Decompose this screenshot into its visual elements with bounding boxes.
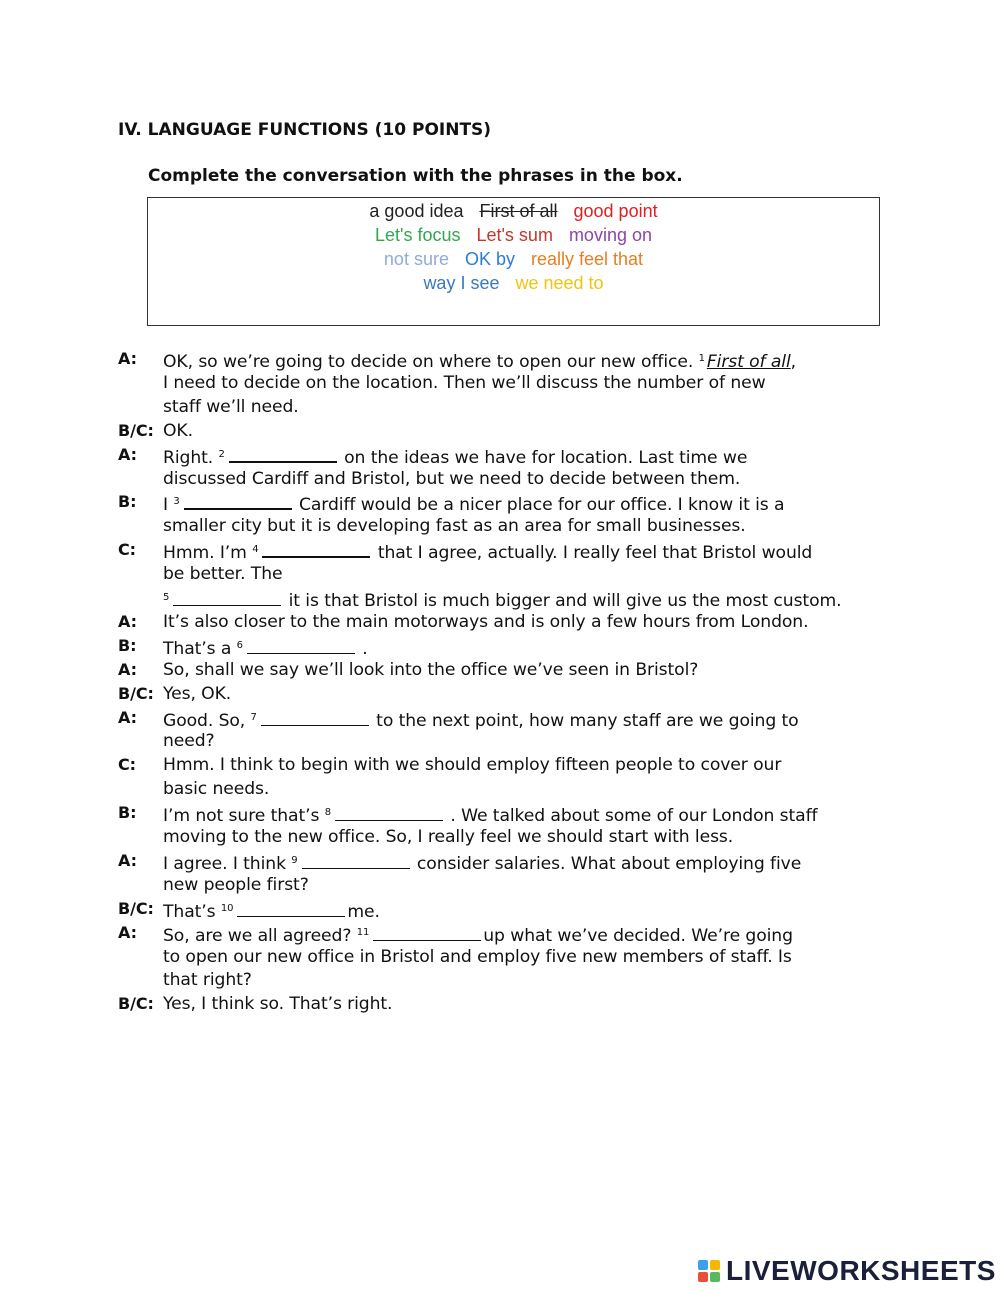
text-segment: I’m not sure that’s bbox=[163, 806, 325, 827]
line-text bbox=[163, 610, 808, 634]
phrase-item: Let's focus bbox=[374, 225, 461, 245]
phrase-item: we need to bbox=[515, 273, 604, 293]
blank-number: 4 bbox=[252, 544, 259, 556]
line-text bbox=[163, 729, 215, 753]
text-segment: moving to the new office. So, I really feel we should start with less. bbox=[163, 827, 734, 847]
text-segment: be better. The bbox=[163, 564, 283, 585]
speaker-label: A: bbox=[118, 707, 137, 727]
speaker-label: B/C: bbox=[118, 994, 154, 1014]
line-text bbox=[163, 562, 282, 586]
blank-number: 2 bbox=[218, 448, 225, 460]
line-text bbox=[163, 873, 309, 897]
text-segment: new people first? bbox=[163, 874, 309, 895]
phrase-item: way I see bbox=[423, 273, 500, 293]
phrase-item: OK by bbox=[464, 249, 515, 269]
speaker-label: A: bbox=[118, 611, 137, 631]
instruction-text: Complete the conversation with the phrases in the box. bbox=[148, 166, 683, 186]
text-segment: Yes, I think so. That’s right. bbox=[163, 994, 393, 1015]
blank-number: 8 bbox=[324, 807, 331, 819]
logo-square bbox=[698, 1272, 708, 1282]
speaker-label: A: bbox=[118, 659, 137, 679]
line-text bbox=[163, 968, 252, 992]
text-segment: So, are we all agreed? bbox=[163, 925, 357, 946]
text-segment: Good. So, bbox=[163, 710, 251, 731]
text-segment: me. bbox=[347, 901, 380, 922]
text-segment: So, shall we say we’ll look into the office we’ve seen in Bristol? bbox=[163, 659, 699, 680]
text-segment: up what we’ve decided. We’re going bbox=[483, 925, 793, 946]
text-segment: Hmm. I think to begin with we should employ fifteen people to cover our bbox=[163, 755, 782, 776]
blank-number: 9 bbox=[291, 854, 298, 866]
speaker-label: B: bbox=[118, 492, 137, 512]
speaker-label: B: bbox=[118, 635, 137, 655]
line-text bbox=[163, 706, 799, 733]
text-segment: . We talked about some of our London staff bbox=[444, 806, 818, 827]
answer-blank[interactable] bbox=[173, 587, 281, 606]
answer-blank[interactable] bbox=[262, 538, 370, 558]
speaker-label: B/C: bbox=[118, 683, 154, 703]
answer-blank[interactable] bbox=[184, 490, 292, 510]
text-segment: That’s a bbox=[163, 638, 237, 659]
speaker-label: B/C: bbox=[118, 898, 154, 918]
text-segment: I bbox=[163, 495, 174, 516]
answer-blank[interactable] bbox=[247, 635, 355, 654]
speaker-label: A: bbox=[118, 922, 137, 942]
line-text bbox=[163, 371, 766, 395]
text-segment: , bbox=[790, 352, 797, 372]
text-segment: Right. bbox=[163, 447, 219, 468]
text-segment: OK. bbox=[163, 420, 193, 441]
blank-number: 11 bbox=[356, 926, 370, 938]
example-answer: First of all bbox=[706, 352, 791, 372]
phrase-item: really feel that bbox=[531, 249, 644, 269]
blank-number: 3 bbox=[173, 496, 180, 508]
line-text bbox=[163, 658, 698, 682]
speaker-label: A: bbox=[118, 444, 137, 464]
blank-number: 10 bbox=[220, 902, 234, 914]
line-text bbox=[163, 419, 193, 443]
liveworksheets-logo[interactable] bbox=[698, 1255, 996, 1287]
phrase-item: moving on bbox=[568, 225, 652, 245]
phrase-row bbox=[148, 272, 879, 294]
answer-blank[interactable] bbox=[229, 443, 337, 463]
logo-mark-icon bbox=[698, 1260, 720, 1282]
line-text bbox=[163, 395, 299, 419]
text-segment: . bbox=[356, 638, 368, 659]
text-segment: Cardiff would be a nicer place for our office. I know it is a bbox=[293, 495, 785, 516]
text-segment: to the next point, how many staff are we going to bbox=[370, 710, 799, 731]
speaker-label: A: bbox=[118, 349, 137, 368]
text-segment: That’s bbox=[163, 901, 221, 922]
phrase-row bbox=[148, 248, 879, 270]
speaker-label: A: bbox=[118, 850, 137, 870]
speaker-label: B: bbox=[118, 803, 137, 823]
logo-square bbox=[710, 1260, 720, 1270]
line-text bbox=[163, 467, 740, 491]
logo-square bbox=[698, 1260, 708, 1270]
answer-blank[interactable] bbox=[302, 850, 410, 869]
blank-number: 7 bbox=[250, 711, 257, 723]
logo-text: LIVEWORKSHEETS bbox=[726, 1255, 996, 1286]
line-text bbox=[163, 514, 746, 538]
phrase-item: not sure bbox=[383, 249, 449, 269]
line-text bbox=[163, 825, 733, 849]
text-segment: on the ideas we have for location. Last time we bbox=[338, 447, 748, 468]
text-segment: Yes, OK. bbox=[163, 683, 232, 704]
line-text bbox=[163, 992, 392, 1016]
blank-number: 5 bbox=[163, 592, 170, 603]
phrase-row bbox=[148, 224, 879, 246]
text-segment: basic needs. bbox=[163, 779, 270, 800]
logo-square bbox=[710, 1272, 720, 1282]
phrase-item: Let's sum bbox=[476, 225, 553, 245]
text-segment: Hmm. I’m bbox=[163, 543, 253, 564]
line-text bbox=[163, 682, 231, 706]
text-segment: that right? bbox=[163, 970, 252, 991]
text-segment: need? bbox=[163, 731, 215, 752]
blank-number: 1 bbox=[698, 353, 705, 364]
blank-number: 6 bbox=[236, 639, 243, 651]
text-segment: to open our new office in Bristol and employ five new members of staff. Is bbox=[163, 946, 792, 967]
text-segment: that I agree, actually. I really feel that Bristol would bbox=[372, 543, 813, 564]
text-segment: it is that Bristol is much bigger and will give us the most custom. bbox=[283, 591, 842, 611]
phrase-item: a good idea bbox=[369, 201, 464, 221]
speaker-label: C: bbox=[118, 755, 136, 775]
phrase-box bbox=[147, 197, 880, 326]
phrase-item: First of all bbox=[479, 201, 558, 221]
line-text bbox=[163, 777, 269, 801]
speaker-label: B/C: bbox=[118, 420, 154, 440]
text-segment: smaller city but it is developing fast as an area for small businesses. bbox=[163, 516, 746, 537]
text-segment: I need to decide on the location. Then we’ll discuss the number of new bbox=[163, 372, 766, 393]
answer-blank[interactable] bbox=[261, 707, 369, 726]
section-heading: IV. LANGUAGE FUNCTIONS (10 POINTS) bbox=[118, 120, 492, 140]
text-segment: discussed Cardiff and Bristol, but we need to decide between them. bbox=[163, 468, 741, 489]
text-segment: OK, so we’re going to decide on where to open our new office. bbox=[163, 352, 699, 372]
answer-blank[interactable] bbox=[373, 922, 481, 941]
text-segment: staff we’ll need. bbox=[163, 396, 299, 417]
phrase-row bbox=[148, 200, 879, 222]
text-segment: I agree. I think bbox=[163, 853, 292, 874]
text-segment: It’s also closer to the main motorways and is only a few hours from London. bbox=[163, 611, 809, 632]
line-text bbox=[163, 753, 781, 777]
phrase-item: good point bbox=[573, 201, 658, 221]
speaker-label: C: bbox=[118, 540, 136, 560]
answer-blank[interactable] bbox=[237, 898, 345, 917]
answer-blank[interactable] bbox=[335, 802, 443, 821]
text-segment: consider salaries. What about employing five bbox=[411, 853, 802, 874]
line-text bbox=[163, 945, 792, 969]
